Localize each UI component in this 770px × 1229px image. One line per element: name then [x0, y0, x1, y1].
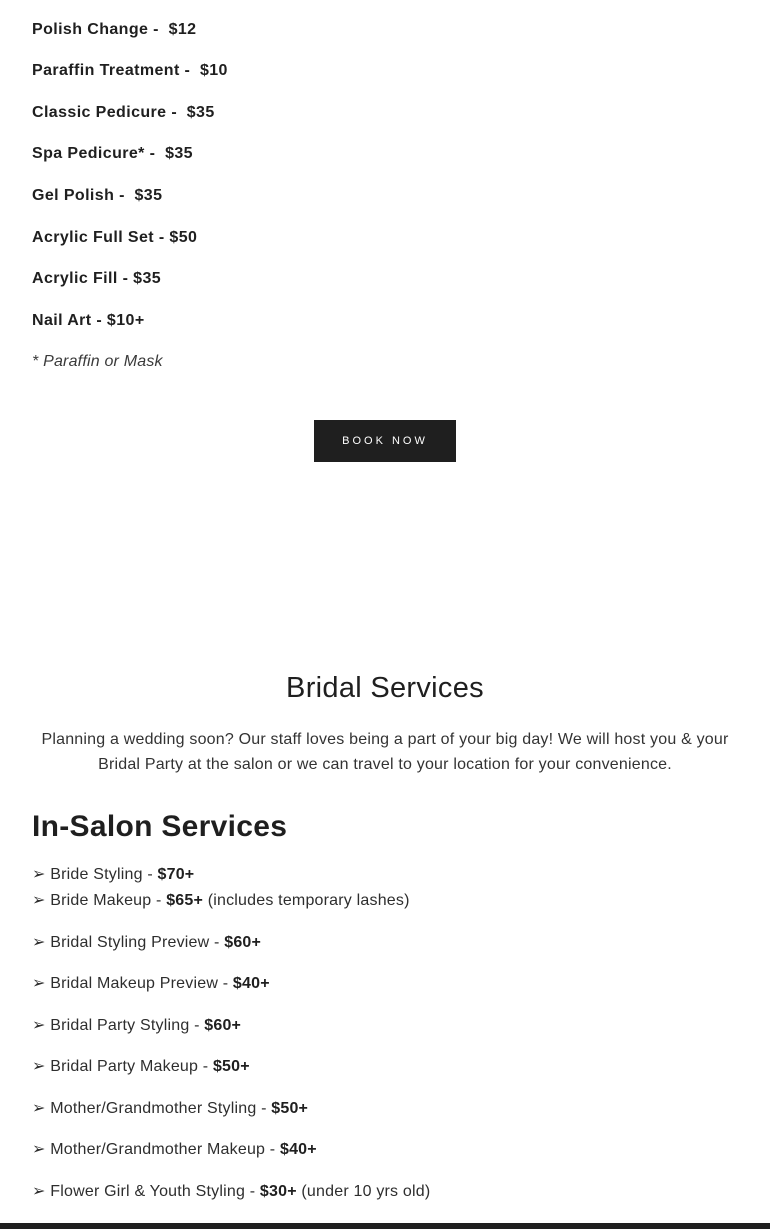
service-item — [32, 863, 752, 887]
service-price: $60+ — [224, 933, 262, 951]
service-price: $65+ — [166, 892, 204, 909]
service-name: Bride Makeup - — [50, 892, 167, 909]
nail-service-item: Classic Pedicure - $35 — [32, 103, 215, 121]
in-salon-services-heading: In-Salon Services — [32, 810, 288, 843]
service-price: $50+ — [271, 1099, 309, 1117]
arrow-bullet-icon: ➢ — [32, 892, 46, 909]
bridal-services-intro: Planning a wedding soon? Our staff loves being a part of your big day! We will host you & your Bridal Party at the salon or we can travel to your location for your convenience. — [41, 731, 729, 773]
service-price: $40+ — [232, 975, 270, 992]
service-item — [32, 1138, 752, 1162]
nail-service-item: Acrylic Fill - $35 — [32, 270, 162, 288]
service-note: (includes temporary lashes) — [203, 892, 410, 909]
nail-service-item: Paraffin Treatment - $10 — [32, 62, 228, 80]
nail-service-item: Polish Change - $12 — [32, 20, 197, 38]
service-price: $30+ — [259, 1182, 297, 1200]
service-name: Flower Girl & Youth Styling - — [50, 1182, 260, 1200]
arrow-bullet-icon: ➢ — [32, 1016, 46, 1034]
service-price: $50+ — [212, 1058, 250, 1075]
service-price: $60+ — [204, 1016, 242, 1034]
service-item — [32, 1180, 752, 1204]
service-name: Bridal Party Styling - — [50, 1016, 205, 1034]
service-item — [32, 1014, 752, 1038]
arrow-bullet-icon: ➢ — [32, 866, 46, 883]
in-salon-services-list — [32, 863, 752, 1204]
service-name: Mother/Grandmother Styling - — [50, 1099, 272, 1117]
nail-services-footnote: * Paraffin or Mask — [32, 353, 163, 371]
service-name: Bridal Party Makeup - — [50, 1058, 213, 1075]
book-now-button[interactable]: BOOK NOW — [314, 420, 456, 462]
service-item — [32, 1055, 752, 1079]
arrow-bullet-icon: ➢ — [32, 1058, 46, 1075]
nail-service-item: Spa Pedicure* - $35 — [32, 145, 193, 163]
service-item — [32, 972, 752, 996]
arrow-bullet-icon: ➢ — [32, 975, 46, 992]
service-name: Bride Styling - — [50, 866, 158, 883]
service-price: $40+ — [279, 1141, 317, 1158]
arrow-bullet-icon: ➢ — [32, 1141, 46, 1158]
service-item — [32, 1097, 752, 1121]
arrow-bullet-icon: ➢ — [32, 1099, 46, 1117]
service-name: Bridal Styling Preview - — [50, 933, 225, 951]
nail-service-item: Acrylic Full Set - $50 — [32, 228, 198, 246]
nail-services-list — [32, 0, 732, 372]
nail-service-item: Nail Art - $10+ — [32, 311, 145, 329]
service-item — [32, 889, 752, 913]
arrow-bullet-icon: ➢ — [32, 933, 46, 951]
arrow-bullet-icon: ➢ — [32, 1182, 46, 1200]
bridal-services-title: Bridal Services — [286, 672, 484, 704]
nail-service-item: Gel Polish - $35 — [32, 186, 163, 204]
service-item — [32, 931, 752, 955]
service-note: (under 10 yrs old) — [296, 1182, 431, 1200]
service-name: Bridal Makeup Preview - — [50, 975, 233, 992]
service-name: Mother/Grandmother Makeup - — [50, 1141, 280, 1158]
footer-divider — [0, 1223, 770, 1229]
service-price: $70+ — [157, 866, 195, 883]
